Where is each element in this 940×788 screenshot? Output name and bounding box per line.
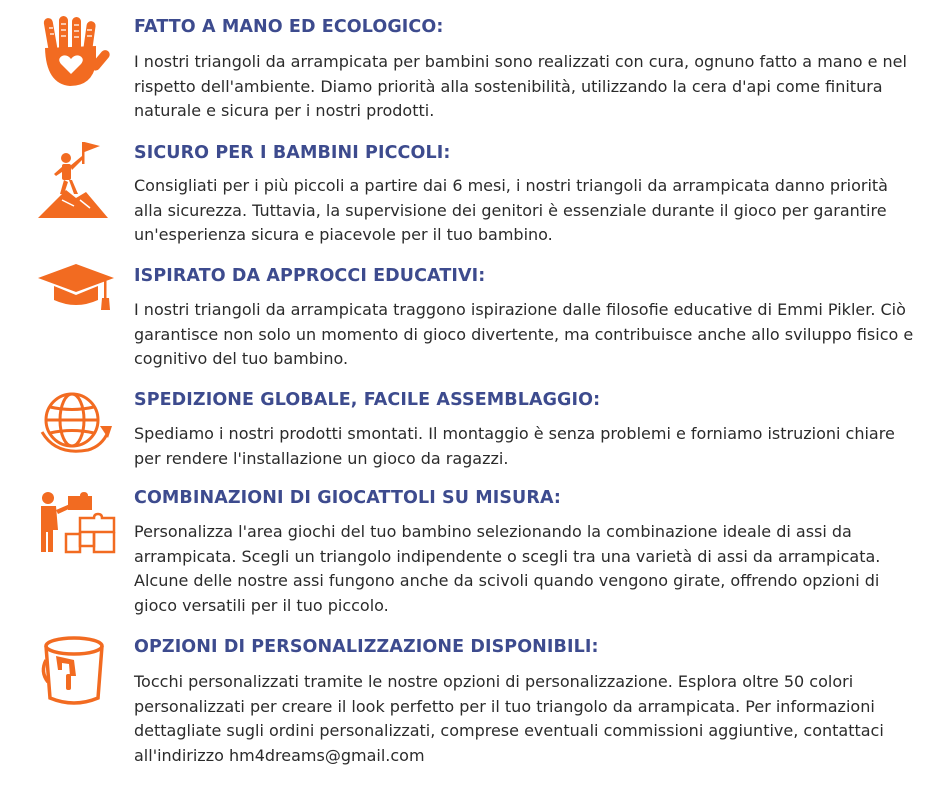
- paint-bucket-icon: [36, 632, 116, 712]
- section-body: I nostri triangoli da arrampicata per bambini sono realizzati con cura, ognuno fatto a mano e nel rispetto dell'ambiente. Diamo priorità alla sostenibilità, utilizzando la cera d'api come finitura naturale e sicura per i nostri prodotti.: [134, 52, 907, 120]
- section-body: Tocchi personalizzati tramite le nostre opzioni di personalizzazione. Esplora oltre 50 colori personalizzati per creare il look perfetto per il tuo triangolo da arrampicata. Per informazioni dettagliate sugli ordini personalizzati, comprese eventuali commissioni aggiuntive, contattaci all'indirizzo hm4dreams@gmail.com: [134, 672, 884, 765]
- section-body: Consigliati per i più piccoli a partire dai 6 mesi, i nostri triangoli da arrampicata danno priorità alla sicurezza. Tuttavia, la supervisione dei genitori è essenziale durante il gioco per garantire un'esperienza sicura e piacevole per il tuo bambino.: [134, 176, 888, 244]
- section-body: Spediamo i nostri prodotti smontati. Il montaggio è senza problemi e forniamo istruzioni chiare per rendere l'installazione un gioco da ragazzi.: [134, 424, 895, 468]
- section-title: OPZIONI DI PERSONALIZZAZIONE DISPONIBILI:: [134, 637, 599, 657]
- handprint-heart-icon: [36, 14, 116, 94]
- person-puzzle-icon: [36, 486, 116, 566]
- section-title: FATTO A MANO ED ECOLOGICO:: [134, 17, 444, 37]
- section-title: SICURO PER I BAMBINI PICCOLI:: [134, 143, 451, 163]
- globe-arrow-icon: [36, 380, 116, 460]
- section-body: Personalizza l'area giochi del tuo bambino selezionando la combinazione ideale di assi da arrampicata. Scegli un triangolo indipendente o scegli tra una varietà di assi da arrampicata. Alcune delle nostre assi fungono anche da scivoli quando vengono girate, offrendo opzioni di gioco versatili per il tuo piccolo.: [134, 522, 881, 615]
- section-body: I nostri triangoli da arrampicata traggono ispirazione dalle filosofie educative di Emmi Pikler. Ciò garantisce non solo un momento di gioco divertente, ma contribuisce anche allo sviluppo fisico e cognitivo del tuo bambino.: [134, 300, 914, 368]
- mountain-flag-climber-icon: [36, 140, 116, 220]
- section-title: SPEDIZIONE GLOBALE, FACILE ASSEMBLAGGIO:: [134, 390, 601, 410]
- section-title: ISPIRATO DA APPROCCI EDUCATIVI:: [134, 266, 486, 286]
- section-title: COMBINAZIONI DI GIOCATTOLI SU MISURA:: [134, 488, 562, 508]
- graduation-cap-icon: [36, 256, 116, 336]
